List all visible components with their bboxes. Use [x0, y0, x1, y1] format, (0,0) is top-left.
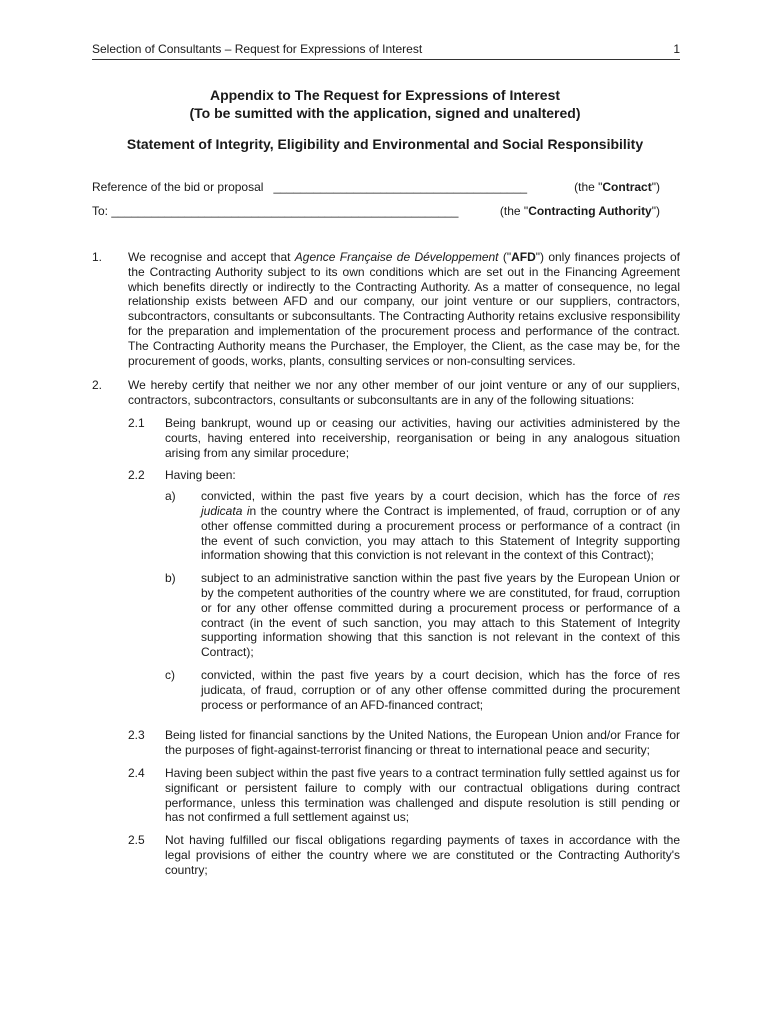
reference-line [92, 180, 660, 194]
page-header [92, 42, 680, 60]
clause-2 [92, 378, 680, 885]
header-title: Selection of Consultants – Request for Expressions of Interest [92, 42, 423, 56]
clause-text: We hereby certify that neither we nor any other member of our joint venture or any of our suppliers, contractors, subcontractors, consultants or subconsultants are in any of the following situations: 2.1 Being bankrupt, wound up or ceasing our activities, having our activities administered by the courts, having entered into receivership, reorganisation or being in any analogous situation arising from any similar procedure; 2.2 Having been: a) convicted, within the past five years by a court decision, which has the force of res judicata in the country where the Contract is implemented, of fraud, corruption or of any other offense committed during a procurement process or performance of a contract (in the event of such conviction, you may attach to this Statement of Integrity supporting information showing that this conviction is not relevant in the context of this Contract); b) subject to an administrative sanction within the past five years by the European Union or by the competent authorities of the country where we are constituted, for fraud, corruption or for any other offense committed during a procurement process or performance of a contract (in the event of such sanction, you may attach to this Statement of Integrity supporting information showing that this sanction is not relevant in the context of this Contract); c) convicted, within the past five years by a court decision, which has the force of res judicata, of fraud, corruption or of any other offense committed during the procurement process or performance of an AFD-financed contract; 2.3 Being listed for financial sanctions by the United Nations, the European Union and/or France for the purposes of fight-against-terrorist financing or threat to international peace and security; 2.4 Having been subject within the past five years to a contract termination fully settled against us for significant or persistent failure to comply with our contractual obligations during contract performance, unless this termination was challenged and dispute resolution is still pending or has not confirmed a full settlement against us; 2.5 Not having fulfilled our fiscal obligations regarding payments of taxes in accordance with the legal provisions of either the country where we are constituted or the Contracting Authority's country; [128, 378, 680, 877]
clause-text: We recognise and accept that Agence Française de Développement ("AFD") only finances projects of the Contracting Authority subject to its own conditions which are set out in the Financing Agreement which benefits directly or indirectly to the Contracting Authority. As a matter of consequence, no legal relationship exists between AFD and our company, our joint venture or our suppliers, contractors, subcontractors, consultants or subconsultants. The Contracting Authority retains exclusive responsibility for the preparation and implementation of the procurement process and performance of the contract. The Contracting Authority means the Purchaser, the Employer, the Client, as the case may be, for the procurement of goods, works, plants, consulting services or non-consulting services. [128, 250, 681, 368]
subclause-2-2-a: a) convicted, within the past five years by a court decision, which has the force of res judicata in the country where the Contract is implemented, of fraud, corruption or of any other offense committed during a procurement process or performance of a contract (in the event of such conviction, you may attach to this Statement of Integrity supporting information showing that this conviction is not relevant in the context of this Contract); [165, 489, 680, 563]
reference-suffix: (the "Contract") [574, 180, 660, 194]
clause-number: 1. [92, 250, 103, 264]
subclause-2-4: 2.4 Having been subject within the past five years to a contract termination fully settled against us for significant or persistent failure to comply with our contractual obligations during contract performance, unless this termination was challenged and dispute resolution is still pending or has not confirmed a full settlement against us; [128, 765, 680, 825]
document-titles [60, 86, 710, 153]
to-line [92, 204, 660, 218]
clause-number: 2. [92, 378, 103, 393]
subclause-2-2-c: c) convicted, within the past five years by a court decision, which has the force of res judicata, of fraud, corruption or of any other offense committed during the procurement process or performance of an AFD-financed contract; [165, 667, 680, 712]
statement-body [92, 250, 680, 893]
subclause-2-5: 2.5 Not having fulfilled our fiscal obligations regarding payments of taxes in accordance with the legal provisions of either the country where we are constituted or the Contracting Authority's country; [128, 833, 680, 877]
to-blank: ____________________________________________________ [111, 204, 459, 218]
title-line-3: Statement of Integrity, Eligibility and Environmental and Social Responsibility [126, 136, 644, 152]
subclause-2-2-b: b) subject to an administrative sanction within the past five years by the European Union or by the competent authorities of the country where we are constituted, for fraud, corruption or for any other offense committed during a procurement process or performance of a contract (in the event of such sanction, you may attach to this Statement of Integrity supporting information showing that this sanction is not relevant in the context of this Contract); [165, 571, 680, 660]
to-suffix: (the "Contracting Authority") [499, 204, 660, 218]
subclause-2-2: 2.2 Having been: a) convicted, within the past five years by a court decision, which has the force of res judicata in the country where the Contract is implemented, of fraud, corruption or of any other offense committed during a procurement process or performance of a contract (in the event of such conviction, you may attach to this Statement of Integrity supporting information showing that this conviction is not relevant in the context of this Contract); b) subject to an administrative sanction within the past five years by the European Union or by the competent authorities of the country where we are constituted, for fraud, corruption or for any other offense committed during a procurement process or performance of a contract (in the event of such sanction, you may attach to this Statement of Integrity supporting information showing that this sanction is not relevant in the context of this Contract); c) convicted, within the past five years by a court decision, which has the force of res judicata, of fraud, corruption or of any other offense committed during the procurement process or performance of an AFD-financed contract; [128, 468, 680, 712]
title-line-1: Appendix to The Request for Expressions of Interest [209, 87, 561, 103]
title-line-2: (To be sumitted with the application, signed and unaltered) [189, 105, 581, 121]
clause-1 [92, 250, 680, 368]
reference-blank: ______________________________________ [273, 180, 528, 194]
subclause-2-3: 2.3 Being listed for financial sanctions by the United Nations, the European Union and/or France for the purposes of fight-against-terrorist financing or threat to international peace and security; [128, 728, 680, 758]
to-label: To: [92, 204, 109, 218]
subclause-2-1: 2.1 Being bankrupt, wound up or ceasing our activities, having our activities administered by the courts, having entered into receivership, reorganisation or being in any analogous situation arising from any similar procedure; [128, 415, 680, 460]
page-number: 1 [673, 42, 680, 56]
reference-label: Reference of the bid or proposal [92, 180, 264, 194]
